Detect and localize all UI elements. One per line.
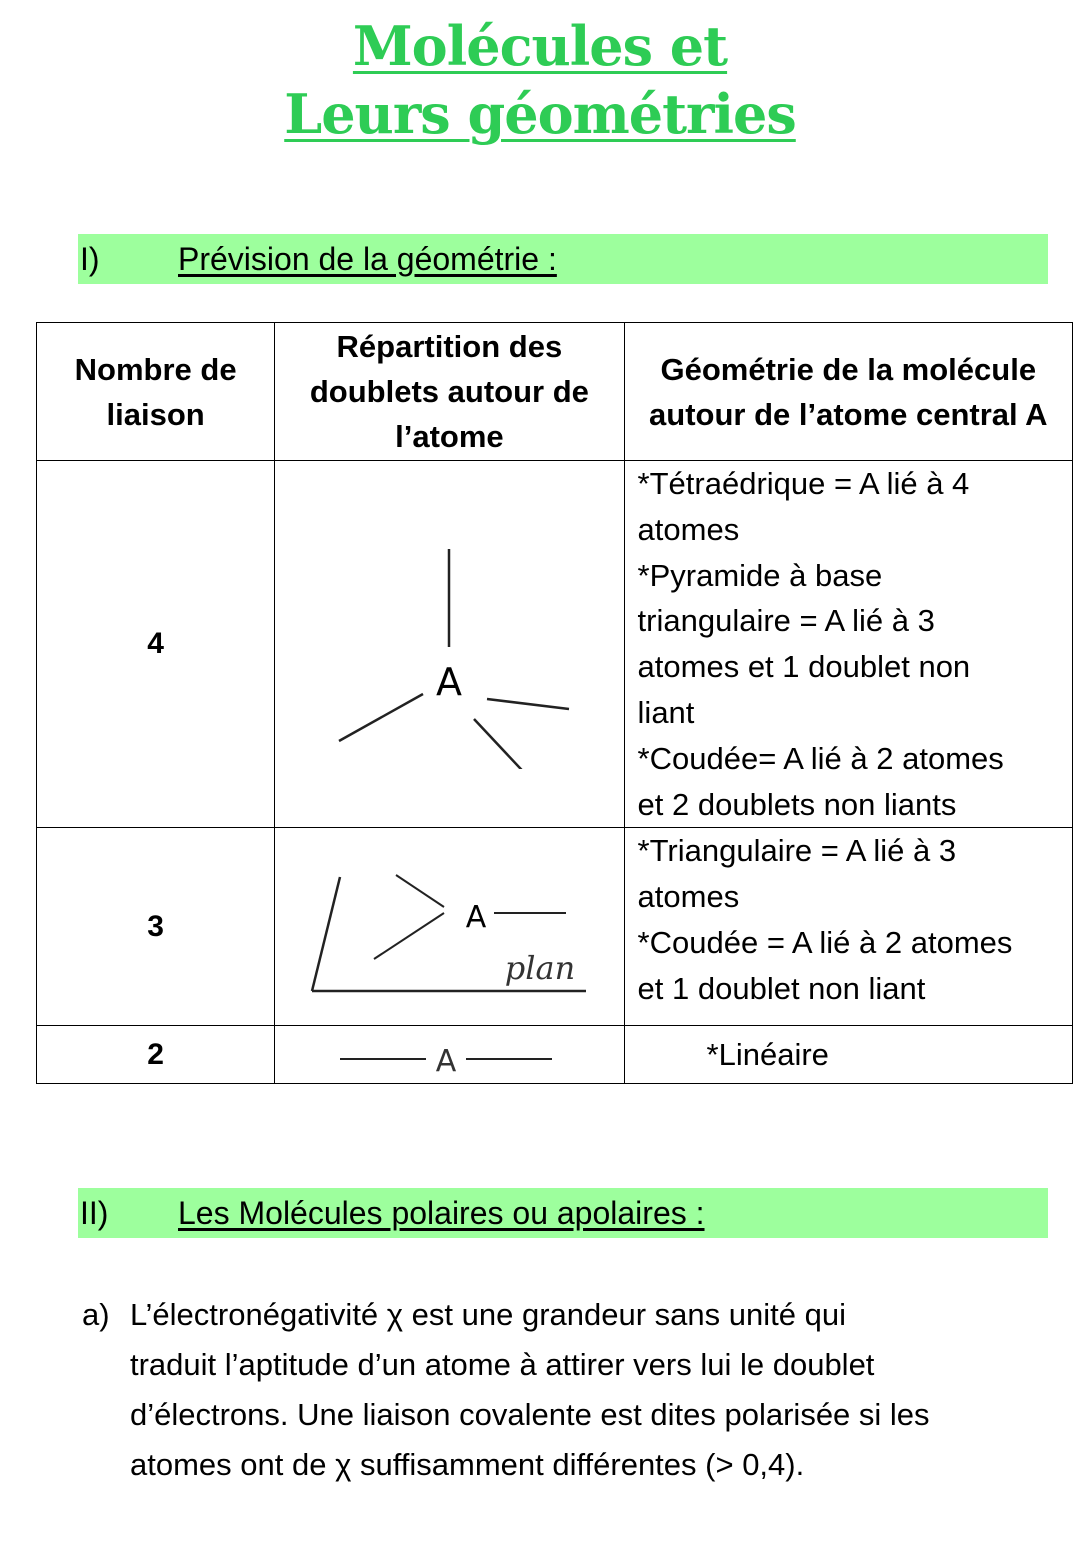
geometry-line: atomes	[637, 879, 740, 915]
geometry-description	[624, 1026, 1072, 1084]
tetrahedral-diagram-cell	[275, 461, 624, 828]
atom-label: A	[436, 660, 463, 705]
atom-label: A	[436, 1043, 457, 1077]
bond-count: 2	[37, 1026, 275, 1084]
section-number: II)	[80, 1194, 109, 1231]
section-heading-2	[78, 1188, 1048, 1238]
paragraph-text: L’électronégativité χ est une grandeur sans unité qui traduit l’aptitude d’un atome à attirer vers lui le doublet d’électrons. Une liaison covalente est dites polarisée si les atomes ont de χ suffisamment différentes (> 0,4).	[130, 1297, 930, 1482]
linear-diagram-cell	[275, 1026, 624, 1084]
header-distribution: Répartition des doublets autour de l’atome	[275, 323, 624, 461]
trigonal-diagram-cell	[275, 828, 624, 1026]
geometry-line: triangulaire = A lié à 3	[637, 603, 935, 639]
geometry-line: *Coudée = A lié à 2 atomes	[637, 924, 1013, 960]
table-row	[37, 828, 1073, 1026]
bond-line	[487, 699, 569, 709]
plane-label: plan	[505, 948, 576, 987]
geometry-line: *Linéaire	[706, 1036, 829, 1072]
table-row	[37, 1026, 1073, 1084]
section-number: I)	[80, 240, 100, 277]
header-bonds: Nombre de liaison	[37, 323, 275, 461]
bond-count: 4	[37, 461, 275, 828]
geometry-line: *Pyramide à base	[637, 557, 883, 593]
tetrahedral-diagram	[319, 519, 579, 769]
geometry-line: atomes	[637, 511, 740, 547]
table-row	[37, 461, 1073, 828]
geometry-table	[36, 322, 1073, 1084]
geometry-line: *Tétraédrique = A lié à 4	[637, 466, 970, 501]
trigonal-plane-diagram	[304, 857, 594, 997]
geometry-description	[624, 461, 1072, 828]
geometry-line: liant	[637, 694, 695, 730]
section-label: Les Molécules polaires ou apolaires :	[178, 1194, 705, 1231]
section-heading-1	[78, 234, 1048, 284]
list-marker: a)	[82, 1297, 110, 1332]
geometry-description	[624, 828, 1072, 1026]
bond-line	[474, 719, 533, 769]
electronegativity-paragraph	[82, 1290, 1042, 1490]
title-line-1: Molécules et	[352, 14, 728, 78]
geometry-line: et 2 doublets non liants	[637, 786, 957, 822]
linear-diagram	[334, 1033, 564, 1077]
geometry-line: atomes et 1 doublet non	[637, 649, 971, 685]
bond-line	[374, 913, 444, 959]
header-geometry: Géométrie de la molécule autour de l’atome central A	[624, 323, 1072, 461]
section-label: Prévision de la géométrie :	[178, 240, 557, 277]
geometry-line: *Coudée= A lié à 2 atomes	[637, 740, 1004, 776]
title-line-2: Leurs géométries	[284, 82, 796, 146]
atom-label: A	[466, 899, 487, 935]
table-header-row	[37, 323, 1073, 461]
plane-edge	[312, 877, 340, 991]
bond-count: 3	[37, 828, 275, 1026]
geometry-line: et 1 doublet non liant	[637, 970, 926, 1006]
bond-line	[339, 694, 423, 741]
bond-line	[396, 875, 444, 907]
geometry-line: *Triangulaire = A lié à 3	[637, 833, 957, 869]
